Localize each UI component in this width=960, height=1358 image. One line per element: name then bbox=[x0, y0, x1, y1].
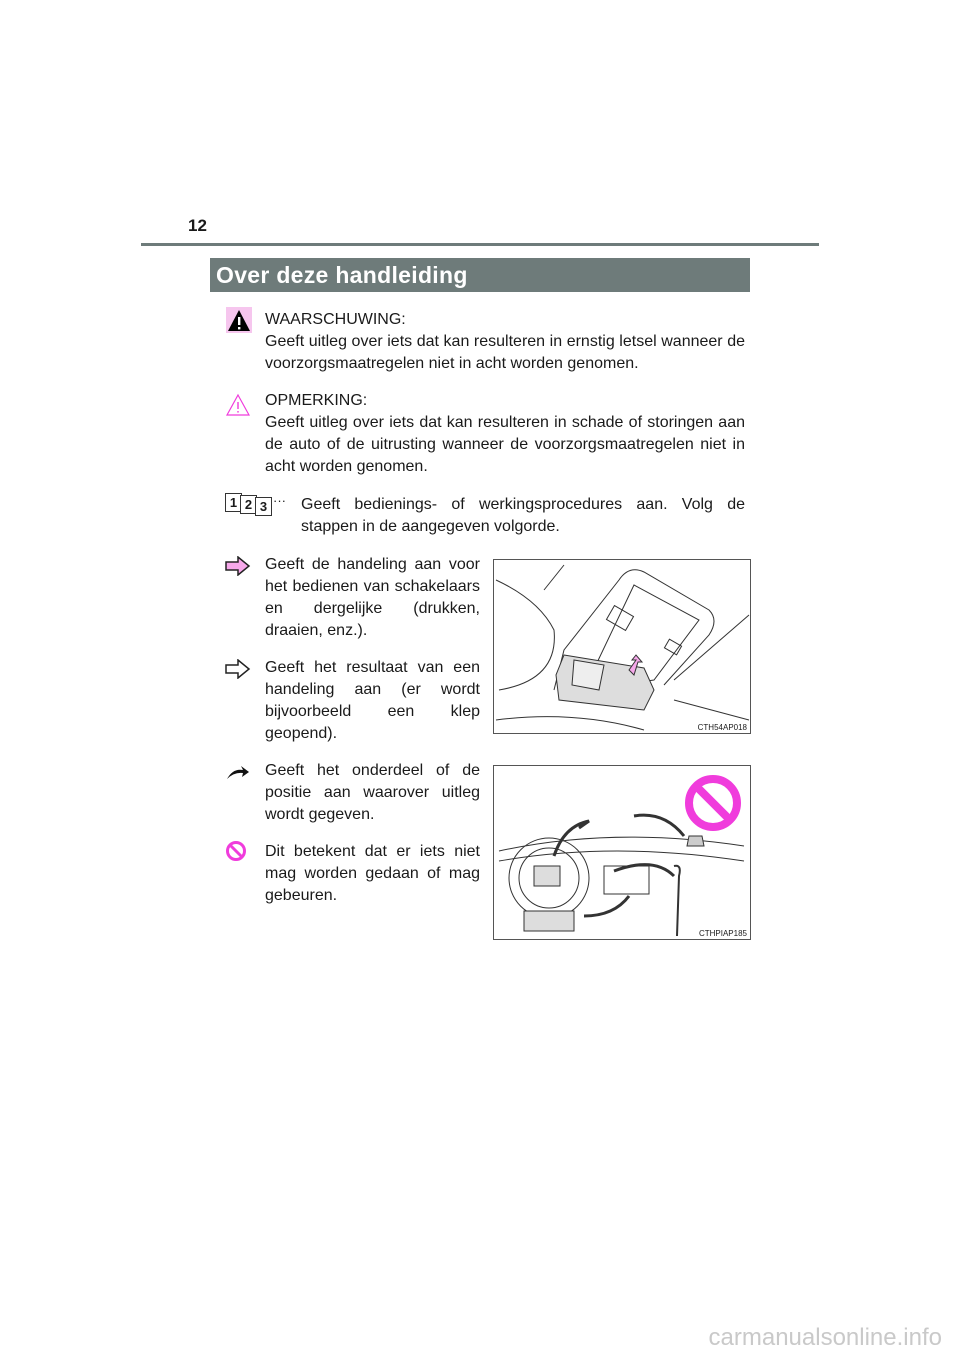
steps-text: Geeft bedienings- of werkingsprocedures aan. Volg de stappen in de aangegeven volgorde. bbox=[301, 496, 745, 535]
notice-triangle-outline-icon bbox=[226, 393, 250, 422]
pointer-arrow-icon bbox=[225, 764, 251, 787]
pointer-text: Geeft het onderdeel of de positie aan waarover uitleg wordt gegeven. bbox=[265, 762, 480, 823]
warning-triangle-filled-icon bbox=[226, 307, 252, 333]
prohibited-icon bbox=[225, 840, 247, 867]
step-label: 3 bbox=[255, 497, 272, 516]
steps-icon bbox=[225, 493, 285, 517]
notice-heading: OPMERKING: bbox=[265, 392, 368, 409]
result-text: Geeft het resultaat van een handeling aan (er wordt bijvoorbeeld een klep geopend). bbox=[265, 659, 480, 742]
header-rule bbox=[141, 243, 819, 246]
overhead-console-illustration bbox=[493, 559, 751, 734]
section-title: Over deze handleiding bbox=[210, 258, 750, 292]
warning-heading: WAARSCHUWING: bbox=[265, 311, 406, 328]
step-label: 1 bbox=[225, 493, 242, 512]
ellipsis: ··· bbox=[273, 493, 286, 508]
result-arrow-outline-icon bbox=[225, 659, 251, 684]
action-arrow-pink-icon bbox=[225, 556, 251, 581]
prohibited-text: Dit betekent dat er iets niet mag worden gedaan of mag gebeuren. bbox=[265, 843, 480, 904]
warning-text: Geeft uitleg over iets dat kan resulteren in ernstig letsel wanneer de voorzorgsmaatregelen niet in acht worden genomen. bbox=[265, 333, 745, 372]
watermark: carmanualsonline.info bbox=[708, 1324, 942, 1351]
step-label: 2 bbox=[240, 495, 257, 514]
warning-item bbox=[265, 309, 745, 375]
notice-item bbox=[265, 390, 745, 478]
action-text: Geeft de handeling aan voor het bedienen van schakelaars en dergelijke (drukken, draaien, enz.). bbox=[265, 556, 480, 639]
notice-text: Geeft uitleg over iets dat kan resulteren in schade of storingen aan de auto of de uitrusting wanneer de voorzorgsmaatregelen niet in acht worden genomen. bbox=[265, 414, 745, 475]
figure-code: CTHPIAP185 bbox=[698, 929, 747, 938]
page-number: 12 bbox=[188, 216, 207, 235]
dashboard-illustration bbox=[493, 765, 751, 940]
figure-code: CTH54AP018 bbox=[697, 723, 747, 732]
